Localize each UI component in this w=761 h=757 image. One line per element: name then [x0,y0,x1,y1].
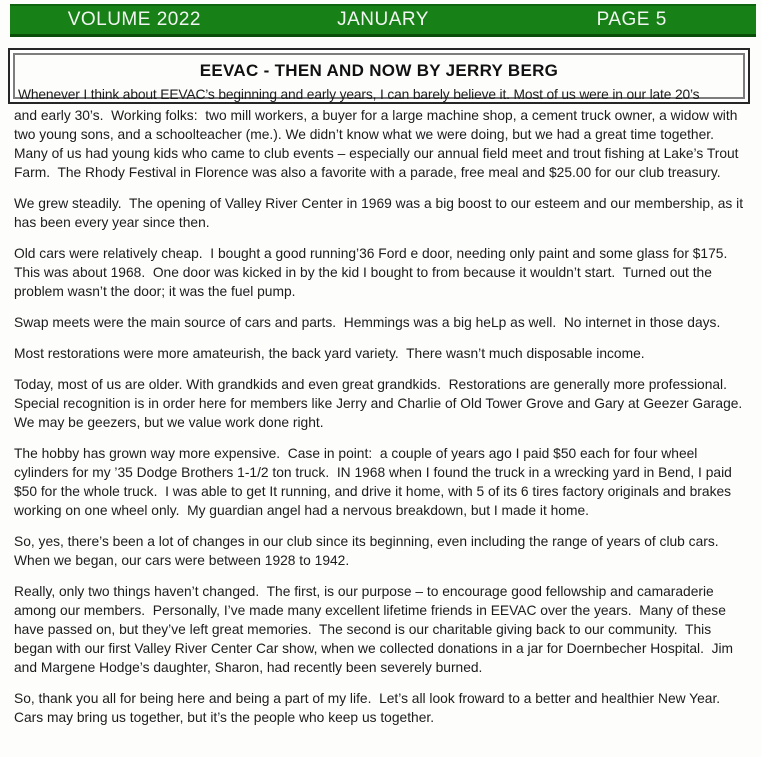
article-title-frame [8,48,750,104]
article-paragraph: Swap meets were the main source of cars and parts. Hemmings was a big heLp as well. No internet in those days. [14,315,721,330]
article-title: EEVAC - THEN AND NOW BY JERRY BERG [199,61,559,80]
article-paragraph: Most restorations were more amateurish, the back yard variety. There wasn’t much disposable income. [14,346,645,361]
article-paragraph: So, thank you all for being here and being a part of my life. Let’s all look froward to a better and healthier New Year. Cars may bring us together, but it’s the people who keep us together. [14,691,728,725]
article-paragraph: Today, most of us are older. With grandkids and even great grandkids. Restorations are generally more professional. Special recognition is in order here for members like Jerry and Charlie of Old Tower Grove and Gary at Geezer Garage. We may be geezers, but we value work done right. [14,377,750,430]
article-lead-line: Whenever I think about EEVAC’s beginning and early years, I can barely believe it. Most of us were in our late 20’s [18,87,700,102]
header-volume-label: VOLUME 2022 [67,9,201,30]
article-paragraph: Really, only two things haven’t changed. The first, is our purpose – to encourage good fellowship and camaraderie among our members. Personally, I’ve made many excellent lifetime friends in EEVAC over the years. Many of these have passed on, but they’ve left great memories. The second is our charitable giving back to our community. This began with our first Valley River Center Car show, when we collected donations in a jar for Doernbecher Hospital. Jim and Margene Hodge’s daughter, Sharon, had recently been severely burned. [14,584,737,675]
article-paragraph: Old cars were relatively cheap. I bought a good running’36 Ford e door, needing only paint and some glass for $175. This was about 1968. One door was kicked in by the kid I bought to from because it wouldn’t start. Turned out the problem wasn’t the door; it was the fuel pump. [14,246,735,299]
header-page-label: PAGE 5 [596,9,667,30]
article-paragraph: We grew steadily. The opening of Valley River Center in 1969 was a big boost to our esteem and our membership, as it has been every year since then. [14,196,747,230]
header-month-label: JANUARY [337,9,429,30]
article-paragraph: and early 30’s. Working folks: two mill workers, a buyer for a large machine shop, a cement truck owner, a widow with two young sons, and a schoolteacher (me.). We didn’t know what we were doing, but we had a great time together. Many of us had young kids who came to club events – especially our annual field meet and trout fishing at Lake’s Trout Farm. The Rhody Festival in Florence was also a favorite with a parade, free meal and $25.00 for our club treasury. [14,108,743,180]
article-paragraph: The hobby has grown way more expensive. Case in point: a couple of years ago I paid $50 each for four wheel cylinders for my ’35 Dodge Brothers 1-1/2 ton truck. IN 1968 when I found the truck in a wrecking yard in Bend, I paid $50 for the whole truck. I was able to get It running, and drive it home, with 5 of its 6 tires factory originals and brakes working on one wheel only. My guardian angel had a nervous breakdown, but I made it home. [14,446,736,518]
article-body [14,106,752,739]
header-bar [10,4,756,37]
article-paragraph: So, yes, there’s been a lot of changes in our club since its beginning, even including the range of years of club cars. When we began, our cars were between 1928 to 1942. [14,534,727,568]
